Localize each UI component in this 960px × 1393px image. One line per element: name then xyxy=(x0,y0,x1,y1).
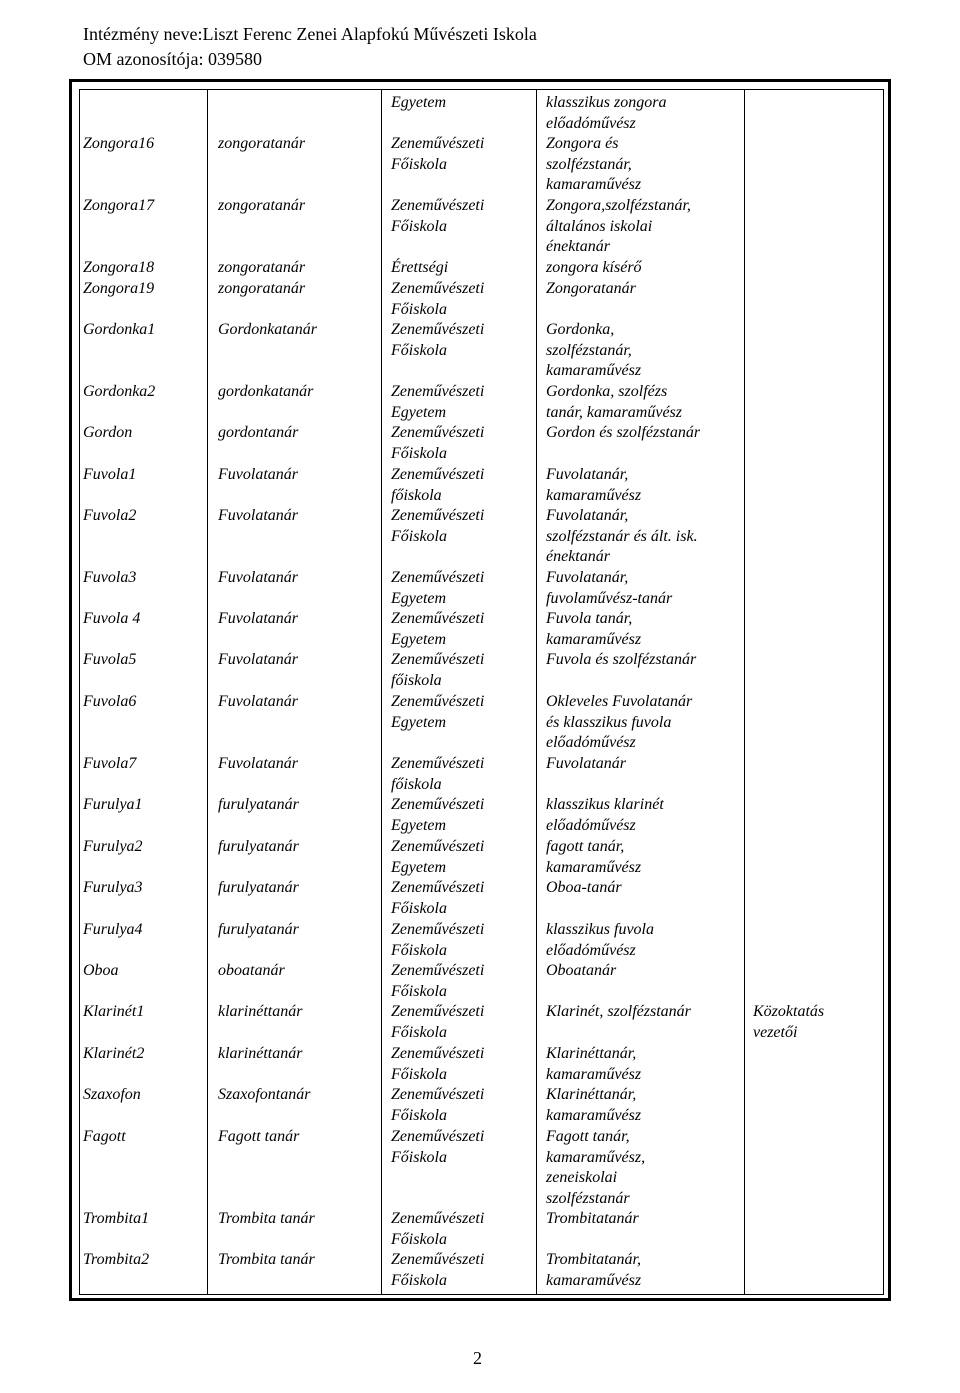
cell-specialization: Zongoratanár xyxy=(546,280,636,297)
cell-specialization: Zongora,szolfézstanár, általános iskolai énektanár xyxy=(546,197,691,256)
cell-specialization: Fuvola tanár, kamaraművész xyxy=(546,610,642,648)
cell-code: Zongora16 xyxy=(83,135,155,152)
cell-specialization: Gordon és szolfézstanár xyxy=(546,424,701,441)
cell-role: Fuvolatanár xyxy=(218,507,298,524)
cell-specialization: Fagott tanár, kamaraművész, zeneiskolai szolfézstanár xyxy=(546,1128,646,1207)
cell-education: Zeneművészeti Főiskola xyxy=(391,424,485,462)
cell-education: Zeneművészeti Főiskola xyxy=(391,197,485,235)
cell-role: Trombita tanár xyxy=(218,1251,315,1268)
cell-code: Szaxofon xyxy=(83,1086,141,1103)
cell-education: Zeneművészeti Főiskola xyxy=(391,1251,485,1289)
cell-specialization: Fuvolatanár, kamaraművész xyxy=(546,466,642,504)
cell-education: Zeneművészeti főiskola xyxy=(391,651,485,689)
cell-code: Klarinét2 xyxy=(83,1045,145,1062)
cell-education: Zeneművészeti Főiskola xyxy=(391,507,485,545)
cell-code: Trombita1 xyxy=(83,1210,150,1227)
cell-education: Zeneművészeti Egyetem xyxy=(391,610,485,648)
cell-role: gordonkatanár xyxy=(218,383,314,400)
cell-code: Zongora18 xyxy=(83,259,155,276)
om-id: OM azonosítója: 039580 xyxy=(83,49,262,69)
cell-education: Egyetem xyxy=(391,94,447,111)
cell-specialization: Fuvola és szolfézstanár xyxy=(546,651,697,668)
cell-code: Gordonka2 xyxy=(83,383,156,400)
cell-code: Zongora17 xyxy=(83,197,155,214)
cell-specialization: Okleveles Fuvolatanár és klasszikus fuvola előadóművész xyxy=(546,693,693,752)
cell-code: Furulya2 xyxy=(83,838,143,855)
cell-education: Zeneművészeti Főiskola xyxy=(391,280,485,318)
cell-education: Zeneművészeti Főiskola xyxy=(391,921,485,959)
cell-role: Fuvolatanár xyxy=(218,569,298,586)
page-number: 2 xyxy=(473,1348,482,1368)
cell-specialization: Klarinét, szolfézstanár xyxy=(546,1003,691,1020)
cell-education: Zeneművészeti főiskola xyxy=(391,466,485,504)
cell-code: Gordonka1 xyxy=(83,321,156,338)
cell-education: Zeneművészeti Egyetem xyxy=(391,838,485,876)
cell-role: Fuvolatanár xyxy=(218,755,298,772)
cell-role: Szaxofontanár xyxy=(218,1086,311,1103)
cell-role: Fuvolatanár xyxy=(218,466,298,483)
cell-specialization: Klarinéttanár, kamaraművész xyxy=(546,1086,642,1124)
cell-specialization: Zongora és szolfézstanár, kamaraművész xyxy=(546,135,642,194)
cell-role: Trombita tanár xyxy=(218,1210,315,1227)
cell-specialization: Fuvolatanár, szolfézstanár és ált. isk. énektanár xyxy=(546,507,698,566)
cell-code: Fuvola5 xyxy=(83,651,137,668)
cell-education: Zeneművészeti Főiskola xyxy=(391,1210,485,1248)
cell-role: oboatanár xyxy=(218,962,285,979)
cell-specialization: klasszikus klarinét előadóművész xyxy=(546,796,664,834)
column-divider xyxy=(536,89,537,1295)
cell-education: Zeneművészeti Egyetem xyxy=(391,569,485,607)
cell-code: Gordon xyxy=(83,424,133,441)
cell-role: klarinéttanár xyxy=(218,1045,303,1062)
cell-specialization: Fuvolatanár xyxy=(546,755,626,772)
cell-role: klarinéttanár xyxy=(218,1003,303,1020)
cell-code: Fuvola6 xyxy=(83,693,137,710)
cell-specialization: Klarinéttanár, kamaraművész xyxy=(546,1045,642,1083)
cell-code: Furulya4 xyxy=(83,921,143,938)
cell-specialization: Trombitatanár xyxy=(546,1210,639,1227)
cell-specialization: zongora kísérő xyxy=(546,259,642,276)
cell-code: Fuvola2 xyxy=(83,507,137,524)
cell-role: Fuvolatanár xyxy=(218,651,298,668)
cell-education: Zeneművészeti főiskola xyxy=(391,755,485,793)
cell-education: Zeneművészeti Főiskola xyxy=(391,962,485,1000)
cell-role: gordontanár xyxy=(218,424,299,441)
column-divider xyxy=(207,89,208,1295)
cell-role: zongoratanár xyxy=(218,197,306,214)
cell-role: Fuvolatanár xyxy=(218,693,298,710)
cell-education: Zeneművészeti Főiskola xyxy=(391,1128,485,1166)
cell-specialization: Oboatanár xyxy=(546,962,617,979)
cell-code: Klarinét1 xyxy=(83,1003,145,1020)
cell-role: Fagott tanár xyxy=(218,1128,300,1145)
column-divider xyxy=(744,89,745,1295)
cell-role: zongoratanár xyxy=(218,259,306,276)
cell-education: Zeneművészeti Egyetem xyxy=(391,693,485,731)
cell-education: Zeneművészeti Főiskola xyxy=(391,321,485,359)
cell-code: Fuvola3 xyxy=(83,569,137,586)
cell-other: Közoktatás vezetői xyxy=(753,1003,825,1041)
cell-specialization: Oboa-tanár xyxy=(546,879,622,896)
cell-specialization: Trombitatanár, kamaraművész xyxy=(546,1251,642,1289)
cell-code: Furulya3 xyxy=(83,879,143,896)
cell-specialization: fagott tanár, kamaraművész xyxy=(546,838,642,876)
cell-specialization: Gordonka, szolfézstanár, kamaraművész xyxy=(546,321,642,380)
cell-education: Érettségi xyxy=(391,259,449,276)
cell-role: furulyatanár xyxy=(218,879,299,896)
cell-role: zongoratanár xyxy=(218,135,306,152)
cell-role: furulyatanár xyxy=(218,838,299,855)
cell-education: Zeneművészeti Főiskola xyxy=(391,1045,485,1083)
cell-code: Furulya1 xyxy=(83,796,143,813)
cell-code: Zongora19 xyxy=(83,280,155,297)
cell-role: furulyatanár xyxy=(218,796,299,813)
cell-code: Fuvola7 xyxy=(83,755,137,772)
cell-specialization: klasszikus zongora előadóművész xyxy=(546,94,667,132)
cell-specialization: klasszikus fuvola előadóművész xyxy=(546,921,654,959)
cell-code: Oboa xyxy=(83,962,119,979)
cell-role: furulyatanár xyxy=(218,921,299,938)
cell-code: Fuvola1 xyxy=(83,466,137,483)
column-divider xyxy=(381,89,382,1295)
cell-code: Fuvola 4 xyxy=(83,610,141,627)
cell-education: Zeneművészeti Főiskola xyxy=(391,879,485,917)
cell-education: Zeneművészeti Egyetem xyxy=(391,796,485,834)
cell-role: Gordonkatanár xyxy=(218,321,317,338)
cell-education: Zeneművészeti Főiskola xyxy=(391,1086,485,1124)
cell-code: Fagott xyxy=(83,1128,126,1145)
institution-name: Intézmény neve:Liszt Ferenc Zenei Alapfokú Művészeti Iskola xyxy=(83,24,537,44)
cell-education: Zeneművészeti Főiskola xyxy=(391,135,485,173)
cell-code: Trombita2 xyxy=(83,1251,150,1268)
cell-specialization: Gordonka, szolfézs tanár, kamaraművész xyxy=(546,383,682,421)
cell-role: zongoratanár xyxy=(218,280,306,297)
cell-education: Zeneművészeti Egyetem xyxy=(391,383,485,421)
cell-specialization: Fuvolatanár, fuvolaművész-tanár xyxy=(546,569,673,607)
cell-role: Fuvolatanár xyxy=(218,610,298,627)
cell-education: Zeneművészeti Főiskola xyxy=(391,1003,485,1041)
